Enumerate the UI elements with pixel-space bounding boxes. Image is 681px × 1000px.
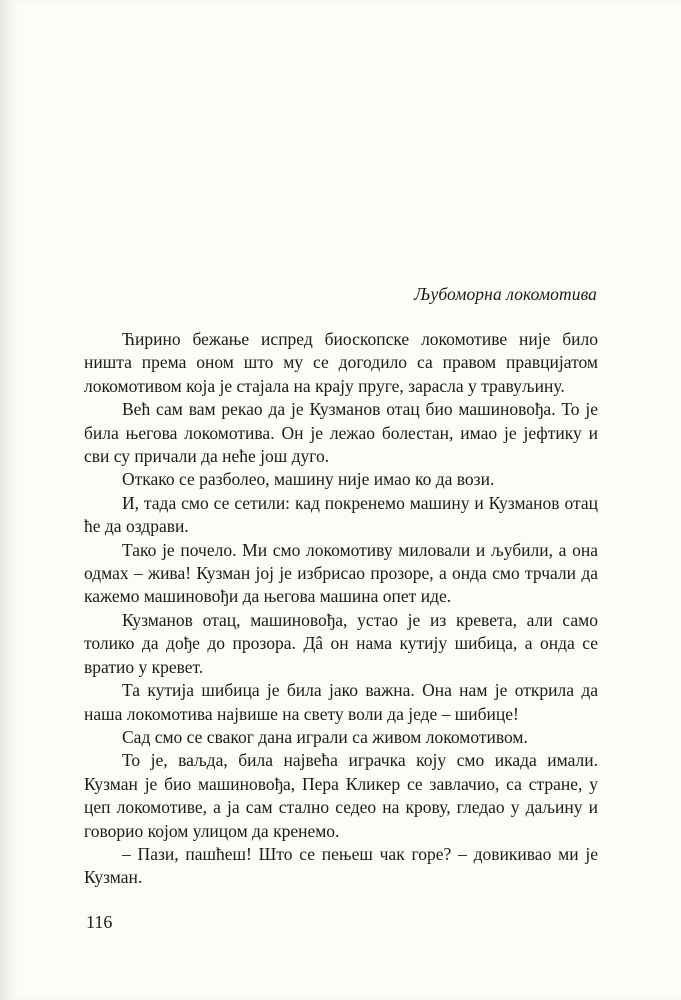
chapter-title: Љубоморна локомотива — [414, 284, 597, 304]
paragraph-5: Тако је почело. Ми смо локомотиву миловали и љубили, а она одмах – жива! Кузман јој је избрисао прозоре, а онда смо трчали да кажемо машиновођи да његова машина опет иде. — [84, 539, 598, 607]
paragraph-10: – Пази, пашћеш! Што се пењеш чак горе? – довикивао ми је Кузман. — [84, 843, 598, 888]
paragraph-4: И, тада смо се сетили: кад покренемо машину и Кузманов отац ће да оздрави. — [84, 492, 598, 537]
paragraph-9: То је, ваљда, била највећа играчка коју смо икада имали. Кузман је био машиновођа, Пера Кликер се завлачио, са стране, у цеп локомотиве, а ја сам стално седео на крову, гледао у даљину и говорио којом улицом да кренемо. — [84, 750, 598, 841]
paragraph-7: Та кутија шибица је била јако важна. Она нам је открила да наша локомотива највише на свету воли да једе – шибице! — [84, 680, 598, 724]
paragraph-3: Откако се разболео, машину није имао ко да вози. — [122, 469, 495, 490]
paragraph-1: Ћирино бежање испред биоскопске локомотиве није било ништа према оном што му се догодило са правом правцијатом локомотивом која је стајала на крају пруге, зарасла у травуљину. — [84, 329, 598, 396]
paragraph-6: Кузманов отац, машиновођа, устао је из кревета, али само толико да дође до прозора. Дâ он нама кутију шибица, а онда се вратио у кревет. — [84, 609, 598, 677]
paragraph-2: Већ сам вам рекао да је Кузманов отац био машиновођа. То је била његова локомотива. Он је лежао болестан, имао је јефтику и сви су причали да неће још дуго. — [84, 399, 598, 467]
paragraph-8: Сад смо се сваког дана играли са живом локомотивом. — [122, 726, 528, 747]
body-text — [84, 328, 598, 890]
page-number: 116 — [86, 912, 113, 932]
